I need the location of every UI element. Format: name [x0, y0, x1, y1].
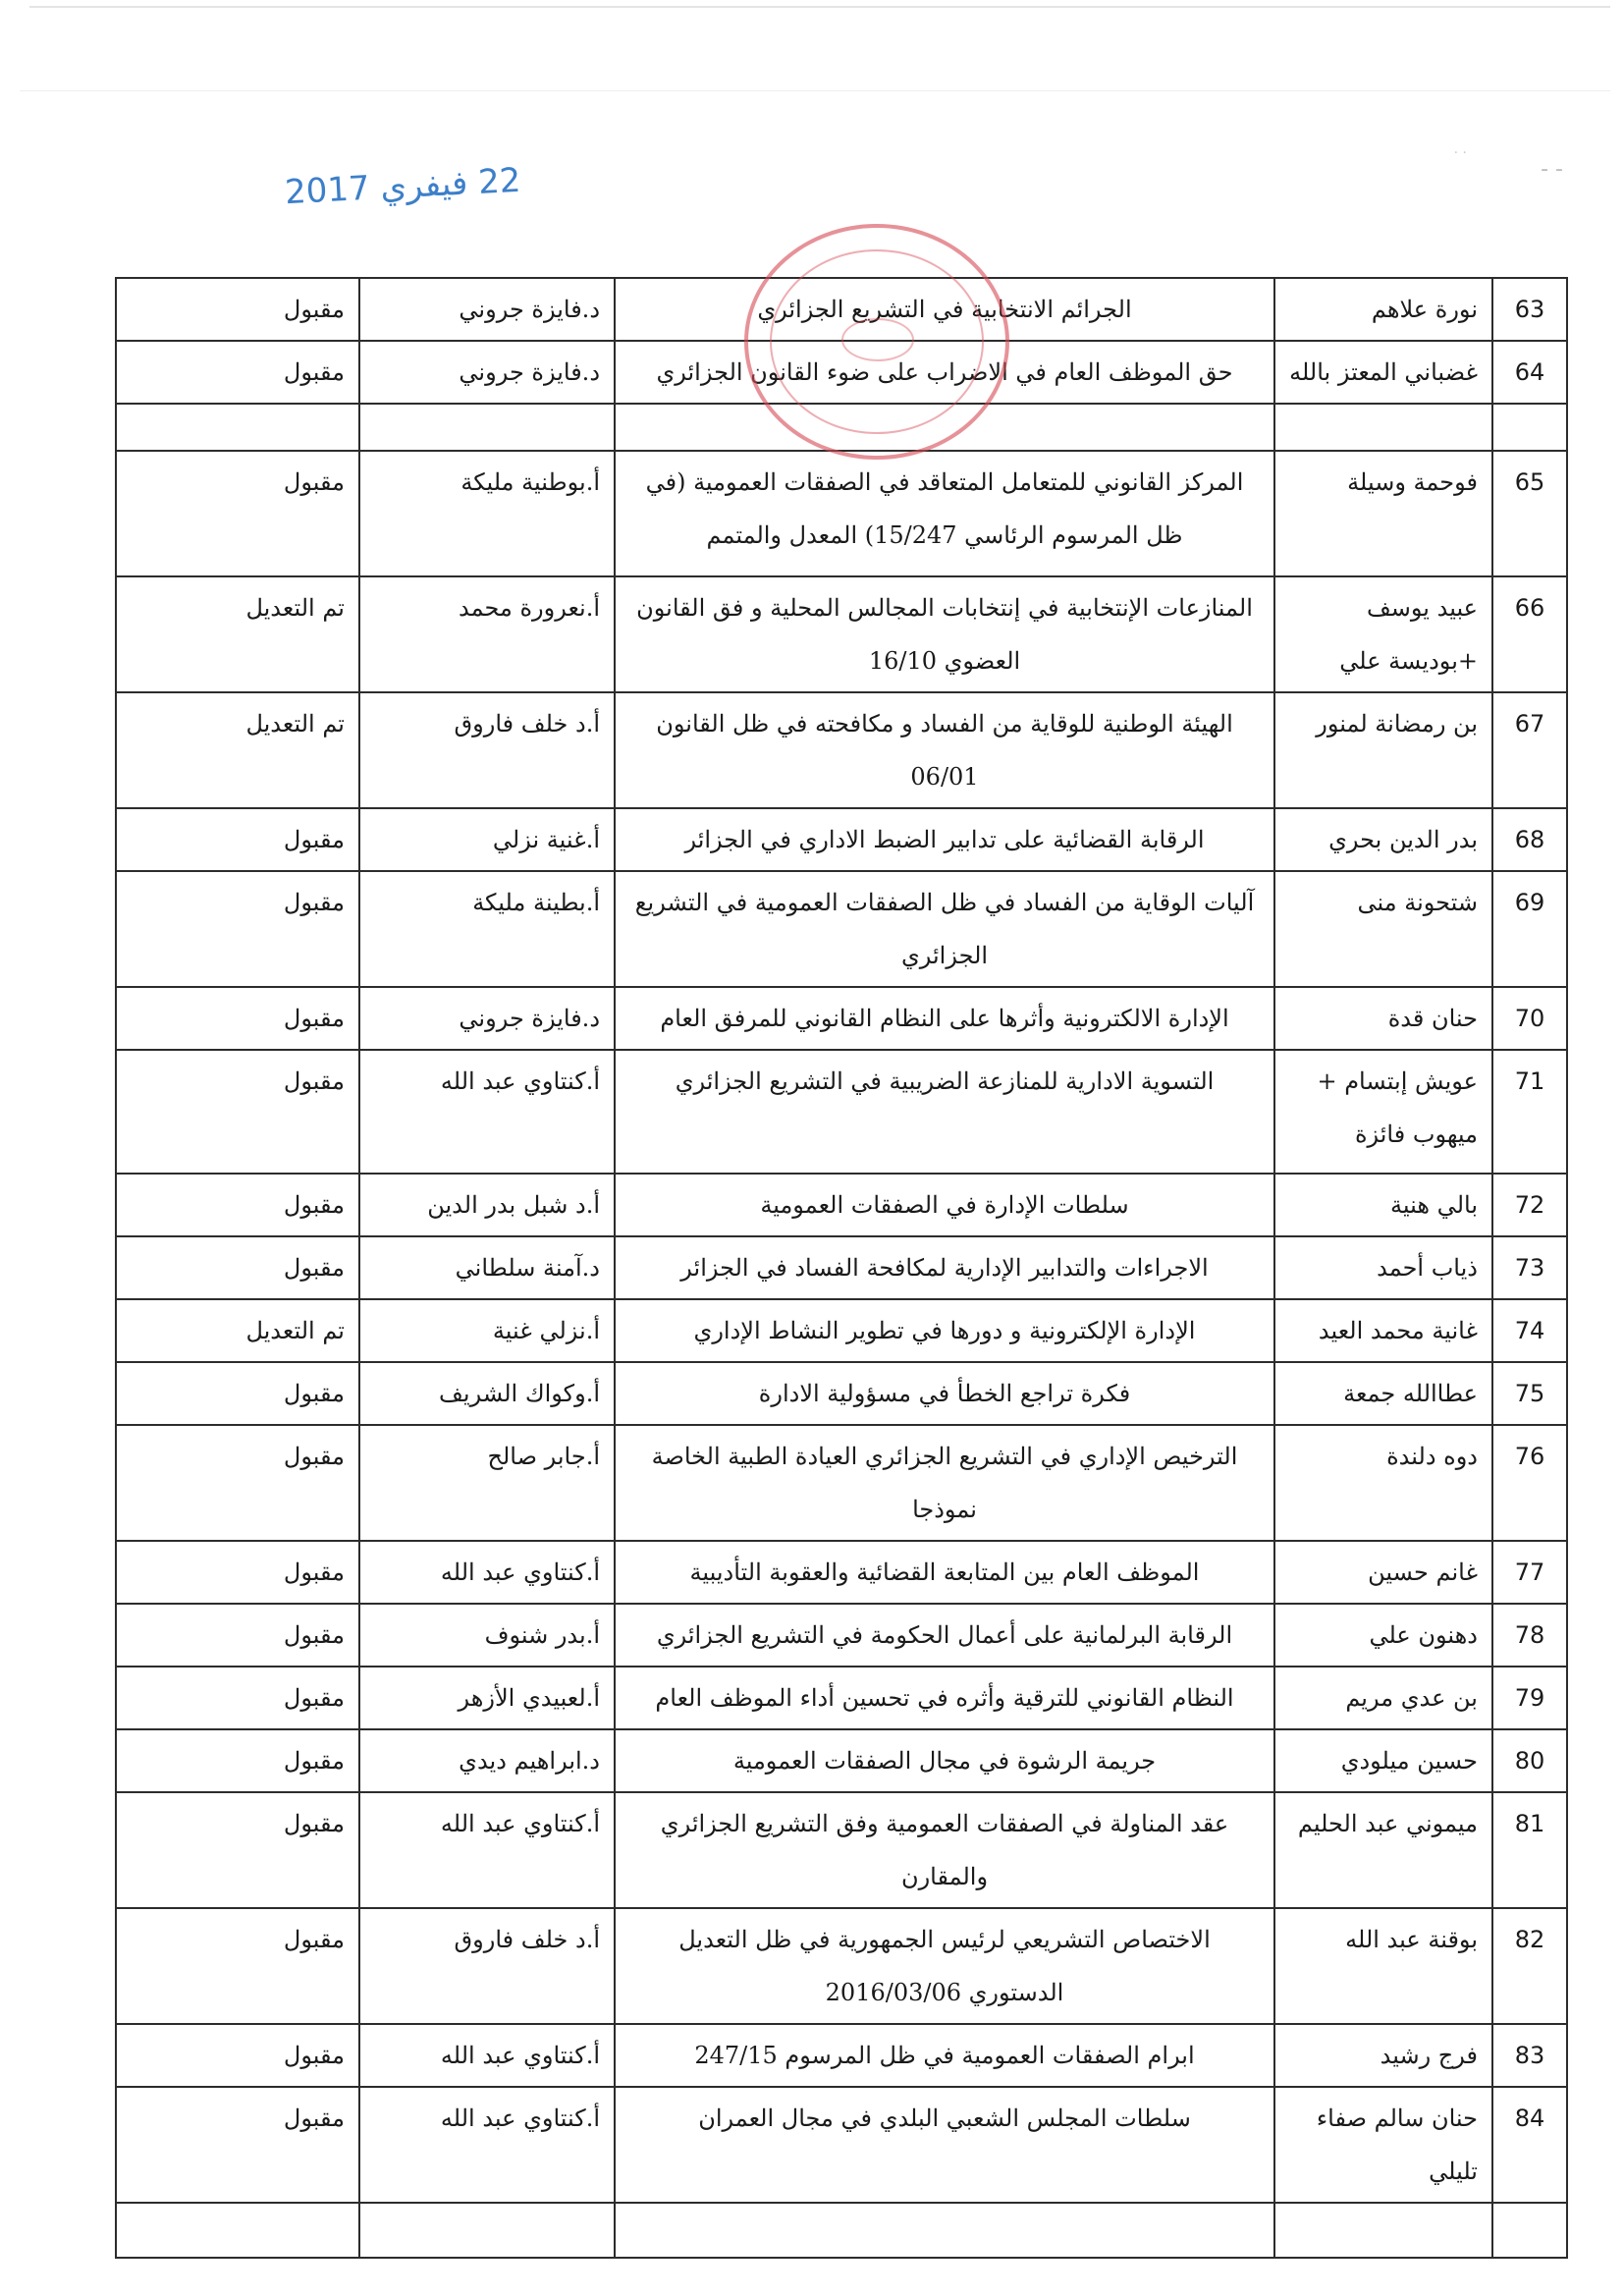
thesis-title — [615, 2203, 1274, 2258]
approval-status: مقبول — [116, 987, 359, 1050]
row-number — [1492, 404, 1567, 451]
row-number: 71 — [1492, 1050, 1567, 1174]
thesis-title: المنازعات الإنتخابية في إنتخابات المجالس المحلية و فق القانون العضوي 16/10 — [615, 576, 1274, 692]
table-row — [116, 1299, 1567, 1362]
student-name: فوحمة وسيلة — [1274, 451, 1492, 576]
row-number: 80 — [1492, 1729, 1567, 1792]
supervisor-name: أ.وكواك الشريف — [359, 1362, 615, 1425]
thesis-title: عقد المناولة في الصفقات العمومية وفق التشريع الجزائري والمقارن — [615, 1792, 1274, 1908]
thesis-title: النظام القانوني للترقية وأثره في تحسين أداء الموظف العام — [615, 1667, 1274, 1729]
row-number: 78 — [1492, 1604, 1567, 1667]
scan-speck: · · — [1453, 145, 1467, 161]
row-number: 70 — [1492, 987, 1567, 1050]
thesis-title: الرقابة القضائية على تدابير الضبط الاداري في الجزائر — [615, 808, 1274, 871]
scan-mark: - - — [1541, 157, 1563, 182]
approval-status: تم التعديل — [116, 692, 359, 808]
thesis-title: الجرائم الانتخابية في التشريع الجزائري — [615, 278, 1274, 341]
supervisor-name: د.ابراهيم ديدي — [359, 1729, 615, 1792]
table-row-empty — [116, 404, 1567, 451]
row-number: 82 — [1492, 1908, 1567, 2024]
page-top-edge — [29, 6, 1610, 8]
row-number: 64 — [1492, 341, 1567, 404]
approval-status: مقبول — [116, 808, 359, 871]
row-number — [1492, 2203, 1567, 2258]
approval-status: مقبول — [116, 1908, 359, 2024]
row-number: 75 — [1492, 1362, 1567, 1425]
student-name: بوقنة عبد الله — [1274, 1908, 1492, 2024]
student-name: ميموني عبد الحليم — [1274, 1792, 1492, 1908]
student-name: بالي هنية — [1274, 1174, 1492, 1236]
supervisor-name: د.آمنة سلطاني — [359, 1236, 615, 1299]
thesis-title: فكرة تراجع الخطأ في مسؤولية الادارة — [615, 1362, 1274, 1425]
table-row-empty — [116, 2203, 1567, 2258]
supervisor-name: أ.كنتاوي عبد الله — [359, 1541, 615, 1604]
approval-status: مقبول — [116, 451, 359, 576]
table-row — [116, 341, 1567, 404]
thesis-title: حق الموظف العام في الاضراب على ضوء القانون الجزائري — [615, 341, 1274, 404]
supervisor-name: أ.كنتاوي عبد الله — [359, 1792, 615, 1908]
thesis-title: الرقابة البرلمانية على أعمال الحكومة في التشريع الجزائري — [615, 1604, 1274, 1667]
supervisor-name: أ.لعبيدي الأزهر — [359, 1667, 615, 1729]
table-row — [116, 987, 1567, 1050]
approval-status: مقبول — [116, 1729, 359, 1792]
row-number: 76 — [1492, 1425, 1567, 1541]
thesis-title: الهيئة الوطنية للوقاية من الفساد و مكافحته في ظل القانون 06/01 — [615, 692, 1274, 808]
approval-status: مقبول — [116, 1604, 359, 1667]
table-row — [116, 1604, 1567, 1667]
supervisor-name: أ.كنتاوي عبد الله — [359, 2087, 615, 2203]
row-number: 81 — [1492, 1792, 1567, 1908]
student-name: فرج رشيد — [1274, 2024, 1492, 2087]
student-name: غضباني المعتز بالله — [1274, 341, 1492, 404]
row-number: 72 — [1492, 1174, 1567, 1236]
student-name: بن رمضانة لمنور — [1274, 692, 1492, 808]
student-name: شتحونة منى — [1274, 871, 1492, 987]
approval-status: مقبول — [116, 278, 359, 341]
thesis-title: آليات الوقاية من الفساد في ظل الصفقات العمومية في التشريع الجزائري — [615, 871, 1274, 987]
student-name: عويش إبتسام + ميهوب فائزة — [1274, 1050, 1492, 1174]
table-row — [116, 692, 1567, 808]
supervisor-name: أ.كنتاوي عبد الله — [359, 2024, 615, 2087]
thesis-title: الموظف العام بين المتابعة القضائية والعقوبة التأديبية — [615, 1541, 1274, 1604]
theses-table-body — [116, 278, 1567, 2258]
theses-table — [115, 277, 1568, 2259]
table-row — [116, 808, 1567, 871]
supervisor-name: أ.د شبل بدر الدين — [359, 1174, 615, 1236]
approval-status: مقبول — [116, 1362, 359, 1425]
table-row — [116, 1667, 1567, 1729]
row-number: 67 — [1492, 692, 1567, 808]
row-number: 83 — [1492, 2024, 1567, 2087]
approval-status: تم التعديل — [116, 576, 359, 692]
approval-status: مقبول — [116, 1050, 359, 1174]
table-row — [116, 1908, 1567, 2024]
student-name: دهنون علي — [1274, 1604, 1492, 1667]
supervisor-name: أ.نعرورة محمد — [359, 576, 615, 692]
table-row — [116, 576, 1567, 692]
row-number: 74 — [1492, 1299, 1567, 1362]
row-number: 79 — [1492, 1667, 1567, 1729]
thesis-title: الاختصاص التشريعي لرئيس الجمهورية في ظل التعديل الدستوري 2016/03/06 — [615, 1908, 1274, 2024]
approval-status — [116, 2203, 359, 2258]
thesis-title: ابرام الصفقات العمومية في ظل المرسوم 247/15 — [615, 2024, 1274, 2087]
table-row — [116, 2024, 1567, 2087]
approval-status — [116, 404, 359, 451]
table-row — [116, 1541, 1567, 1604]
student-name — [1274, 404, 1492, 451]
row-number: 73 — [1492, 1236, 1567, 1299]
supervisor-name: د.فايزة جروني — [359, 341, 615, 404]
student-name: عطاالله جمعة — [1274, 1362, 1492, 1425]
supervisor-name: د.فايزة جروني — [359, 987, 615, 1050]
thesis-title: الإدارة الالكترونية وأثرها على النظام القانوني للمرفق العام — [615, 987, 1274, 1050]
table-row — [116, 1236, 1567, 1299]
approval-status: مقبول — [116, 1792, 359, 1908]
student-name: نورة علاهم — [1274, 278, 1492, 341]
approval-status: مقبول — [116, 1174, 359, 1236]
approval-status: مقبول — [116, 2024, 359, 2087]
thesis-title: سلطات الإدارة في الصفقات العمومية — [615, 1174, 1274, 1236]
supervisor-name: أ.غنية نزلي — [359, 808, 615, 871]
table-row — [116, 2087, 1567, 2203]
table-row — [116, 1050, 1567, 1174]
table-row — [116, 1174, 1567, 1236]
approval-status: مقبول — [116, 2087, 359, 2203]
row-number: 77 — [1492, 1541, 1567, 1604]
handwritten-date: 22 فيفري 2017 — [284, 160, 522, 213]
student-name: بن عدي مريم — [1274, 1667, 1492, 1729]
approval-status: مقبول — [116, 871, 359, 987]
supervisor-name: أ.بوطنية مليكة — [359, 451, 615, 576]
row-number: 63 — [1492, 278, 1567, 341]
table-row — [116, 278, 1567, 341]
supervisor-name — [359, 2203, 615, 2258]
approval-status: تم التعديل — [116, 1299, 359, 1362]
supervisor-name: أ.كنتاوي عبد الله — [359, 1050, 615, 1174]
thesis-title — [615, 404, 1274, 451]
approval-status: مقبول — [116, 1236, 359, 1299]
student-name: دوه دلندة — [1274, 1425, 1492, 1541]
table-row — [116, 1729, 1567, 1792]
student-name: غانية محمد العيد — [1274, 1299, 1492, 1362]
row-number: 84 — [1492, 2087, 1567, 2203]
supervisor-name: أ.د خلف فاروق — [359, 1908, 615, 2024]
thesis-title: الإدارة الإلكترونية و دورها في تطوير النشاط الإداري — [615, 1299, 1274, 1362]
student-name: ذياب أحمد — [1274, 1236, 1492, 1299]
row-number: 68 — [1492, 808, 1567, 871]
thesis-title: التسوية الادارية للمنازعة الضريبية في التشريع الجزائري — [615, 1050, 1274, 1174]
student-name: عبيد يوسف +بوديسة علي — [1274, 576, 1492, 692]
approval-status: مقبول — [116, 1541, 359, 1604]
table-row — [116, 1792, 1567, 1908]
thesis-title: الترخيص الإداري في التشريع الجزائري العيادة الطبية الخاصة نموذجا — [615, 1425, 1274, 1541]
table-row — [116, 451, 1567, 576]
row-number: 65 — [1492, 451, 1567, 576]
student-name: حسين ميلودي — [1274, 1729, 1492, 1792]
student-name: بدر الدين بحري — [1274, 808, 1492, 871]
supervisor-name: د.فايزة جروني — [359, 278, 615, 341]
row-number: 66 — [1492, 576, 1567, 692]
supervisor-name: أ.نزلي غنية — [359, 1299, 615, 1362]
supervisor-name — [359, 404, 615, 451]
supervisor-name: أ.بطينة مليكة — [359, 871, 615, 987]
supervisor-name: أ.د خلف فاروق — [359, 692, 615, 808]
supervisor-name: أ.بدر شنوف — [359, 1604, 615, 1667]
table-row — [116, 1362, 1567, 1425]
thesis-title: المركز القانوني للمتعامل المتعاقد في الصفقات العمومية (في ظل المرسوم الرئاسي 15/247) المعدل والمتمم — [615, 451, 1274, 576]
thesis-title: الاجراءات والتدابير الإدارية لمكافحة الفساد في الجزائر — [615, 1236, 1274, 1299]
approval-status: مقبول — [116, 341, 359, 404]
student-name: غانم حسين — [1274, 1541, 1492, 1604]
table-row — [116, 871, 1567, 987]
approval-status: مقبول — [116, 1425, 359, 1541]
table-row — [116, 1425, 1567, 1541]
student-name: حنان قدة — [1274, 987, 1492, 1050]
supervisor-name: أ.جابر صالح — [359, 1425, 615, 1541]
page-scan-line — [20, 90, 1610, 91]
student-name: حنان سالم صفاء تليلي — [1274, 2087, 1492, 2203]
row-number: 69 — [1492, 871, 1567, 987]
thesis-title: جريمة الرشوة في مجال الصفقات العمومية — [615, 1729, 1274, 1792]
student-name — [1274, 2203, 1492, 2258]
approval-status: مقبول — [116, 1667, 359, 1729]
thesis-title: سلطات المجلس الشعبي البلدي في مجال العمران — [615, 2087, 1274, 2203]
